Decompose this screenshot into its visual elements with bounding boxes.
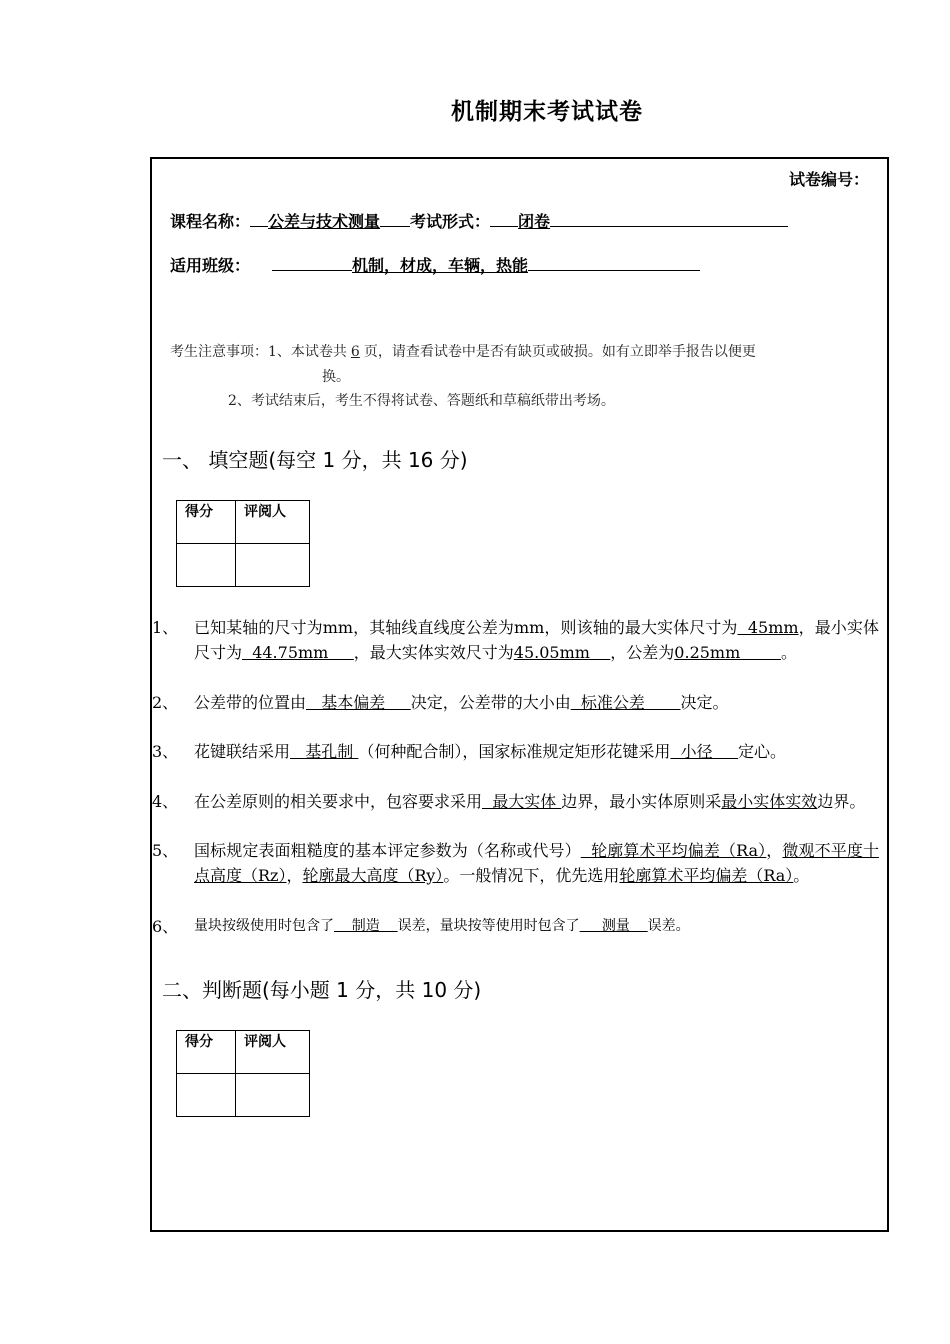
class-label: 适用班级： [170,256,251,275]
answer: 0.25mm [674,643,781,662]
answer: 45mm [737,618,799,637]
answer: 44.75mm [242,643,354,662]
page-count: 6 [350,344,360,360]
section-1-title: 一、 填空题(每空 1 分，共 16 分) [162,448,468,472]
grader-cell[interactable] [236,544,310,587]
notes-text: 页，请查看试卷中是否有缺页或破损。如有立即举手报告以便更 [363,344,756,360]
answer: 基孔制 [290,742,359,761]
exam-frame [150,157,889,1232]
question-6 [152,914,885,939]
answer: 轮廓算术平均偏差（Ra） [580,841,767,860]
answer: 轮廓算术平均偏差（Ra） [619,866,794,885]
answer: 标准公差 [570,693,681,712]
question-text: ， [286,866,303,885]
question-number: 6、 [152,917,179,936]
blank-line [380,210,410,227]
answer: 最大实体 [482,792,562,811]
question-text: 花键联结采用 [194,742,291,761]
question-text: ，公差为 [610,643,675,662]
exam-form-label: 考试形式： [410,212,491,231]
score-header: 得分 [177,501,236,544]
answer: 测量 [579,918,648,934]
paper-number-label: 试卷编号： [788,170,869,189]
question-text: 。一般情况下，优先选用 [443,866,620,885]
score-header: 得分 [177,1031,236,1074]
course-row [170,209,788,232]
question-1 [152,615,885,665]
question-text: 量块按级使用时包含了 [194,918,334,934]
answer: 45.05mm [513,643,611,662]
question-3 [152,739,885,764]
notes-line-2: 2、考试结束后，考生不得将试卷、答题纸和草稿纸带出考场。 [228,393,615,409]
section-2-score-table [176,1030,310,1117]
question-number: 3、 [152,742,179,761]
blank-line [528,254,700,271]
answer: 最小实体实效 [721,792,818,811]
exam-form-value: 闭卷 [518,212,551,231]
question-text: 误差。 [647,918,690,934]
question-text: ，最小实体尺寸为 [194,618,879,662]
question-text: （何种配合制），国家标准规定矩形花键采用 [358,742,671,761]
question-text: 边界，最小实体原则采 [561,792,722,811]
question-text: 已知某轴的尺寸为mm，其轴线直线度公差为mm，则该轴的最大实体尺寸为 [194,618,738,637]
answer: 小径 [670,742,738,761]
question-text: 国标规定表面粗糙度的基本评定参数为（名称或代号） [194,841,581,860]
course-label: 课程名称： [170,212,251,231]
question-2 [152,690,885,715]
class-value: 机制，材成，车辆，热能 [352,256,529,275]
section-2-title: 二、判断题(每小题 1 分，共 10 分) [162,978,482,1002]
question-4 [152,789,885,814]
question-number: 5、 [152,841,179,860]
answer: 轮廓最大高度（Ry） [302,866,444,885]
question-text: 误差，量块按等使用时包含了 [397,918,580,934]
question-text: ， [766,841,783,860]
question-text: 。 [793,866,810,885]
question-text: 在公差原则的相关要求中，包容要求采用 [194,792,483,811]
question-text: ，最大实体实效尺寸为 [353,643,514,662]
exam-title: 机制期末考试试卷 [451,99,643,125]
question-number: 4、 [152,792,179,811]
blank-line [250,210,268,227]
section-1-score-table [176,500,310,587]
notes-line-1-cont: 换。 [322,369,350,385]
answer: 制造 [334,918,398,934]
grader-header: 评阅人 [236,1031,310,1074]
blank-line [550,210,788,227]
answer: 基本偏差 [306,693,411,712]
question-text: 。 [780,643,797,662]
grader-cell[interactable] [236,1074,310,1117]
question-5 [152,838,885,888]
class-row [170,253,700,276]
score-cell[interactable] [177,544,236,587]
question-text: 边界。 [817,792,866,811]
notes-text: 考生注意事项：1、本试卷共 [170,344,347,360]
answer: 微观不平度十点高度（Rz） [194,841,879,885]
question-number: 2、 [152,693,179,712]
blank-line [272,254,352,271]
question-text: 定心。 [738,742,787,761]
question-text: 决定。 [680,693,729,712]
notes-line-1 [170,341,756,361]
grader-header: 评阅人 [236,501,310,544]
score-cell[interactable] [177,1074,236,1117]
question-text: 公差带的位置由 [194,693,307,712]
blank-line [490,210,518,227]
course-value: 公差与技术测量 [268,212,381,231]
question-text: 决定，公差带的大小由 [410,693,571,712]
question-number: 1、 [152,618,179,637]
